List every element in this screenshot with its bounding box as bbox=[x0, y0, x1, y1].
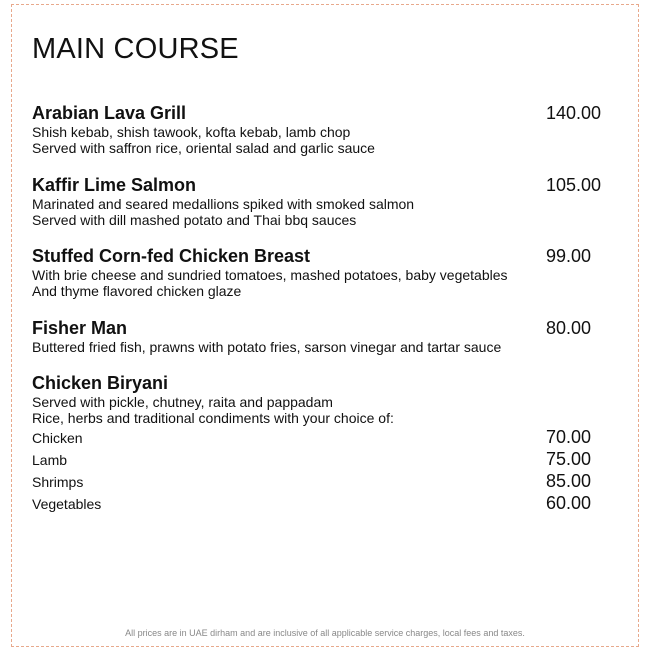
dish-description-line: Served with pickle, chutney, raita and pappadam bbox=[32, 394, 333, 410]
menu-item-kaffir-lime-salmon bbox=[32, 174, 612, 228]
dish-description-line: And thyme flavored chicken glaze bbox=[32, 283, 242, 299]
menu-item-fisher-man bbox=[32, 317, 612, 355]
biryani-option-price: 75.00 bbox=[546, 449, 592, 469]
dish-description-line: Served with dill mashed potato and Thai bbq sauces bbox=[32, 212, 357, 228]
biryani-option-label: Chicken bbox=[32, 430, 83, 446]
biryani-option-price: 60.00 bbox=[546, 493, 592, 513]
menu-item-chicken-biryani bbox=[32, 372, 612, 426]
biryani-option-label: Lamb bbox=[32, 452, 68, 468]
dish-name: Fisher Man bbox=[32, 318, 128, 338]
dish-description-line: Served with saffron rice, oriental salad and garlic sauce bbox=[32, 140, 375, 156]
menu-item-arabian-lava-grill bbox=[32, 102, 612, 156]
biryani-option-price: 85.00 bbox=[546, 471, 592, 491]
biryani-option-price: 70.00 bbox=[546, 427, 592, 447]
dish-description-line: Marinated and seared medallions spiked with smoked salmon bbox=[32, 196, 415, 212]
page-title: MAIN COURSE bbox=[32, 33, 239, 65]
dish-price: 105.00 bbox=[546, 175, 602, 195]
dish-description-line: Rice, herbs and traditional condiments with your choice of: bbox=[32, 410, 394, 426]
dish-price: 80.00 bbox=[546, 318, 592, 338]
menu-item-stuffed-chicken-breast bbox=[32, 245, 612, 299]
dish-name: Arabian Lava Grill bbox=[32, 103, 187, 123]
biryani-option-label: Vegetables bbox=[32, 496, 102, 512]
dish-name: Chicken Biryani bbox=[32, 373, 169, 393]
dish-price: 99.00 bbox=[546, 246, 592, 266]
dish-description-line: Shish kebab, shish tawook, kofta kebab, lamb chop bbox=[32, 124, 351, 140]
dish-description-line: With brie cheese and sundried tomatoes, mashed potatoes, baby vegetables bbox=[32, 267, 508, 283]
dish-price: 140.00 bbox=[546, 103, 602, 123]
dish-description-line: Buttered fried fish, prawns with potato fries, sarson vinegar and tartar sauce bbox=[32, 339, 502, 355]
dish-name: Kaffir Lime Salmon bbox=[32, 175, 197, 195]
biryani-option-label: Shrimps bbox=[32, 474, 84, 490]
dish-name: Stuffed Corn-fed Chicken Breast bbox=[32, 246, 311, 266]
price-disclaimer: All prices are in UAE dirham and are inclusive of all applicable service charges, local fees and taxes. bbox=[125, 628, 525, 638]
